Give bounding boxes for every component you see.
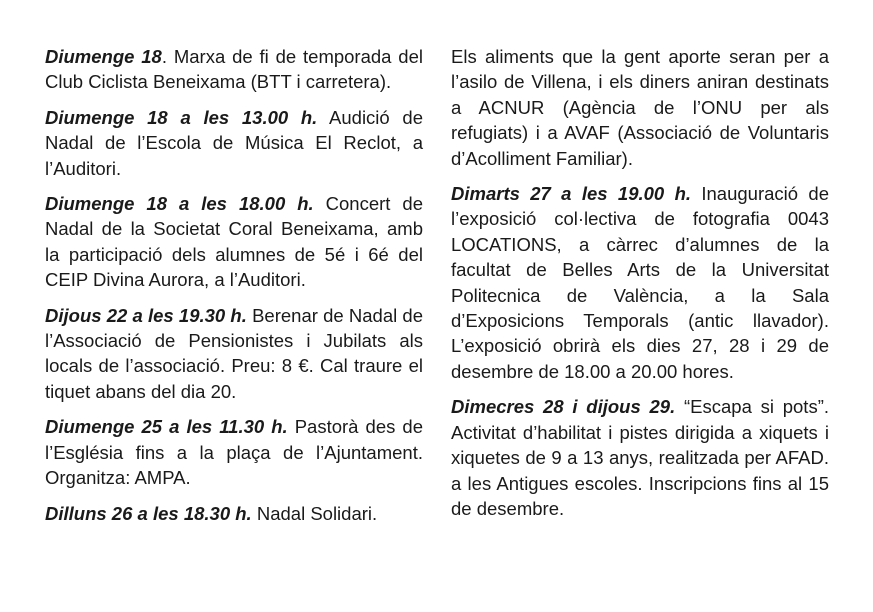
event-description: Concert de Nadal de la Societat Coral Beneixama, amb la participació dels alumnes de 5é i 6é del CEIP Divina Aurora, a l’Auditori.	[45, 193, 423, 291]
event-heading: Diumenge 18 a les 13.00 h.	[45, 106, 318, 128]
event-heading: Dijous 22 a les 19.30 h.	[45, 304, 247, 326]
event-entry	[45, 191, 423, 293]
event-description: Inauguració de l’exposició col·lectiva de fotografia 0043 LOCATIONS, a càrrec d’alumnes de la facultat de Belles Arts de la Universitat Politecnica de València, a la Sala d’Exposicions Temporals (antic llavador). L’exposició obrirà els dies 27, 28 i 29 de desembre de 18.00 a 20.00 hores.	[451, 183, 829, 382]
event-heading: Diumenge 25 a les 11.30 h.	[45, 416, 288, 438]
event-entry	[45, 44, 423, 95]
event-entry	[45, 501, 423, 526]
event-description: . Marxa de fi de temporada del Club Ciclista Beneixama (BTT i carretera).	[45, 46, 423, 93]
event-description: Els aliments que la gent aporte seran per a l’asilo de Villena, i els diners aniran destinats a ACNUR (Agència de l’ONU per als refugiats) i a AVAF (Associació de Voluntaris d’Acolliment Familiar).	[451, 46, 829, 169]
event-description: Pastorà des de l’Església fins a la plaça de l’Ajuntament. Organitza: AMPA.	[45, 416, 423, 489]
right-column	[451, 44, 829, 531]
event-heading: Dimarts 27 a les 19.00 h.	[451, 183, 692, 205]
event-heading: Diumenge 18 a les 18.00 h.	[45, 193, 314, 215]
event-heading: Dimecres 28 i dijous 29.	[451, 396, 676, 418]
event-heading: Diumenge 18	[45, 46, 162, 67]
event-description: Audició de Nadal de l’Escola de Música El Reclot, a l’Auditori.	[45, 106, 423, 179]
event-entry	[45, 303, 423, 405]
left-column	[45, 44, 423, 536]
event-entry	[45, 105, 423, 181]
event-description: “Escapa si pots”. Activitat d’habilitat i pistes dirigida a xiquets i xiquetes de 9 a 13 anys, realitzada per AFAD. a les Antigues escoles. Inscripcions fins al 15 de desembre.	[451, 396, 829, 519]
event-description: Nadal Solidari.	[251, 502, 378, 524]
event-heading: Dilluns 26 a les 18.30 h.	[45, 502, 252, 524]
event-entry	[45, 414, 423, 490]
event-entry	[451, 394, 829, 521]
event-entry	[451, 181, 829, 384]
event-description: Berenar de Nadal de l’Associació de Pensionistes i Jubilats als locals de l’associació. Preu: 8 €. Cal traure el tiquet abans del dia 20.	[45, 304, 423, 402]
event-continuation	[451, 44, 829, 171]
